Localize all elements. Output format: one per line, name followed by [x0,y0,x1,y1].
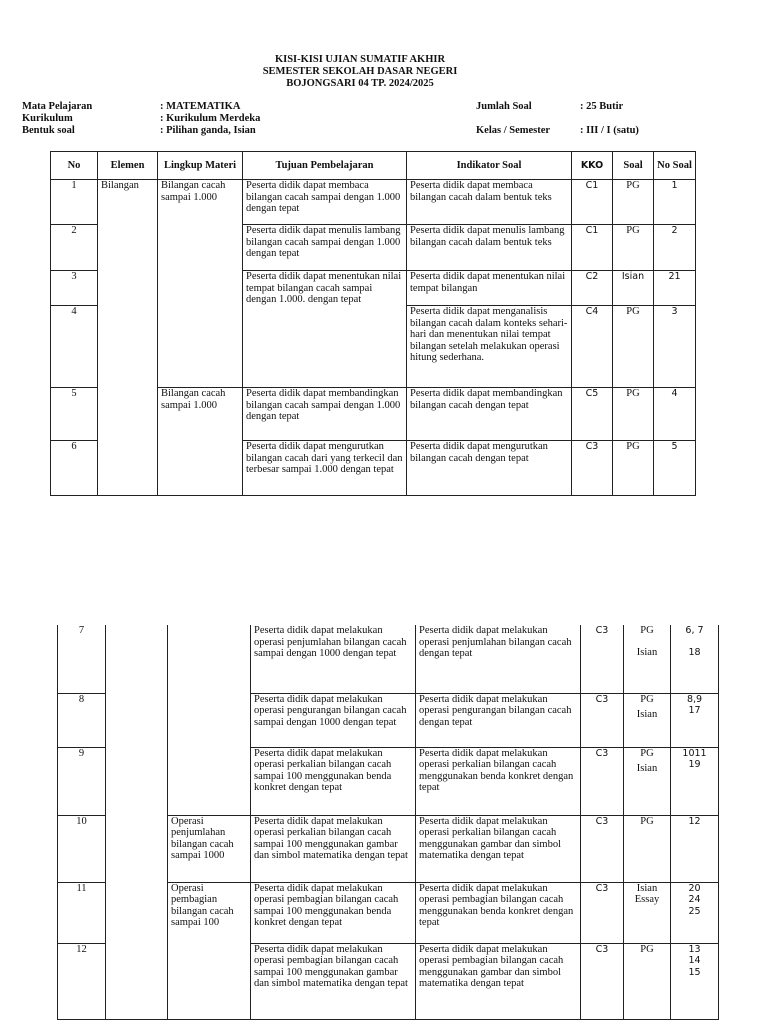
kurikulum-label: Kurikulum [22,113,73,124]
row-tujuan: Peserta didik dapat membandingkan bilangan cacah sampai dengan 1.000 dengan tepat [243,388,407,441]
soal-type-1: PG [640,693,654,705]
header-lingkup-materi: Lingkup Materi [158,152,243,180]
bentuk-soal-label: Bentuk soal [22,125,75,136]
row-kko: C1 [572,225,613,271]
kelas-semester-value: : III / I (satu) [580,125,639,136]
soal-type-2: Essay [634,894,660,906]
row-soal: PG [624,815,671,882]
row-indikator: Peserta didik dapat melakukan operasi pembagian bilangan cacah menggunakan gambar dan simbol matematika dengan tepat [416,943,581,1019]
table-row [51,180,696,225]
table-row [58,625,719,693]
row-no-soal: 1 [654,180,696,225]
row-soal: PG [613,180,654,225]
header-indikator-soal: Indikator Soal [407,152,572,180]
row-soal [624,625,671,693]
row-no-soal: 21 [654,271,696,306]
doc-title-line-1: KISI-KISI UJIAN SUMATIF AKHIR [274,54,446,65]
soal-type-1: PG [640,625,654,636]
row-no: 1 [51,180,98,225]
row-kko: C5 [572,388,613,441]
row-indikator: Peserta didik dapat melakukan operasi perkalian bilangan cacah menggunakan gambar dan simbol matematika dengan tepat [416,815,581,882]
row-kko: C3 [581,747,624,815]
row-indikator: Peserta didik dapat membaca bilangan cacah dalam bentuk teks [407,180,572,225]
row-no: 5 [51,388,98,441]
row-kko: C3 [581,815,624,882]
header-no: No [51,152,98,180]
soal-type-2: Isian [636,763,658,775]
row-tujuan: Peserta didik dapat melakukan operasi pengurangan bilangan cacah sampai dengan 1000 dengan tepat [251,693,416,747]
row-soal: PG [613,306,654,388]
row-tujuan: Peserta didik dapat melakukan operasi perkalian bilangan cacah sampai 100 menggunakan benda konkret dengan tepat [251,747,416,815]
soal-type-2: Isian [636,709,658,721]
row-no-soal: 2 [654,225,696,271]
soal-type-1: Isian [636,882,658,894]
kelas-semester-label: Kelas / Semester [476,125,551,136]
mapel-value: : MATEMATIKA [160,101,241,112]
row-indikator: Peserta didik dapat menentukan nilai tempat bilangan [407,271,572,306]
row-lingkup-materi [168,625,251,815]
no-soal-3: 15 [688,966,701,978]
header-kko: KKO [572,152,613,180]
row-no-soal [671,625,719,693]
row-no-soal [671,747,719,815]
no-soal-2: 17 [688,705,701,717]
no-soal-1: 1011 [682,747,707,759]
soal-type-2: Isian [636,646,658,658]
table-header-row [51,152,696,180]
row-no-soal [671,693,719,747]
row-no: 3 [51,271,98,306]
row-no-soal [671,943,719,1019]
no-soal-1: 13 [688,943,701,955]
row-indikator: Peserta didik dapat menganalisis bilangan cacah dalam konteks sehari-hari dan menentukan nilai tempat bilangan setelah melakukan operasi hitung sederhana. [407,306,572,388]
row-tujuan: Peserta didik dapat melakukan operasi penjumlahan bilangan cacah sampai dengan 1000 dengan tepat [251,625,416,693]
header-tujuan-pembelajaran: Tujuan Pembelajaran [243,152,407,180]
row-no: 2 [51,225,98,271]
row-lingkup-materi: Bilangan cacah sampai 1.000 [158,388,243,496]
row-tujuan: Peserta didik dapat menentukan nilai tempat bilangan cacah sampai dengan 1.000. dengan tepat [243,271,407,388]
row-soal [624,747,671,815]
row-tujuan: Peserta didik dapat mengurutkan bilangan cacah dari yang terkecil dan terbesar sampai 1.000 dengan tepat [243,441,407,496]
row-no: 12 [58,943,106,1019]
row-tujuan: Peserta didik dapat menulis lambang bilangan cacah sampai dengan 1.000 dengan tepat [243,225,407,271]
row-kko: C3 [581,693,624,747]
row-kko: C2 [572,271,613,306]
row-tujuan: Peserta didik dapat melakukan operasi perkalian bilangan cacah sampai 100 menggunakan gambar dan simbol matematika dengan tepat [251,815,416,882]
row-no-soal: 4 [654,388,696,441]
row-no: 10 [58,815,106,882]
header-elemen: Elemen [98,152,158,180]
row-kko: C3 [572,441,613,496]
row-elemen: Bilangan [98,180,158,496]
mapel-label: Mata Pelajaran [22,101,93,112]
no-soal-1: 20 [688,882,701,894]
row-no-soal: 3 [654,306,696,388]
row-soal [624,882,671,943]
bentuk-soal-value: : Pilihan ganda, Isian [160,125,256,136]
row-indikator: Peserta didik dapat melakukan operasi pembagian bilangan cacah menggunakan benda konkret dengan tepat [416,882,581,943]
kurikulum-value: : Kurikulum Merdeka [160,113,261,124]
no-soal-1: 6, 7 [685,625,704,636]
row-soal: PG [613,441,654,496]
row-indikator: Peserta didik dapat melakukan operasi pengurangan bilangan cacah dengan tepat [416,693,581,747]
row-soal [624,693,671,747]
row-indikator: Peserta didik dapat melakukan operasi penjumlahan bilangan cacah dengan tepat [416,625,581,693]
row-lingkup-materi: Operasi penjumlahan bilangan cacah sampai 1000 [168,815,251,882]
row-kko: C3 [581,943,624,1019]
no-soal-3: 25 [688,905,701,917]
row-no: 9 [58,747,106,815]
row-no: 4 [51,306,98,388]
row-lingkup-materi: Bilangan cacah sampai 1.000 [158,180,243,388]
header-soal: Soal [613,152,654,180]
soal-type-1: PG [640,747,654,759]
row-tujuan: Peserta didik dapat melakukan operasi pembagian bilangan cacah sampai 100 menggunakan benda konkret dengan tepat [251,882,416,943]
row-no-soal: 5 [654,441,696,496]
doc-title-line-2: SEMESTER SEKOLAH DASAR NEGERI [262,66,458,77]
doc-title-line-3: BOJONGSARI 04 TP. 2024/2025 [286,78,434,89]
kisi-kisi-table-1 [50,151,696,496]
row-indikator: Peserta didik dapat menulis lambang bilangan cacah dalam bentuk teks [407,225,572,271]
row-indikator: Peserta didik dapat melakukan operasi perkalian bilangan cacah menggunakan benda konkret dengan tepat [416,747,581,815]
no-soal-2: 14 [688,955,701,967]
kisi-kisi-table-2 [57,625,719,1020]
row-soal: PG [624,943,671,1019]
row-kko: C3 [581,625,624,693]
row-kko: C1 [572,180,613,225]
no-soal-1: 8,9 [686,693,703,705]
row-no-soal [671,882,719,943]
row-no: 11 [58,882,106,943]
row-kko: C3 [581,882,624,943]
row-soal: PG [613,225,654,271]
no-soal-2: 24 [688,894,701,906]
row-kko: C4 [572,306,613,388]
row-indikator: Peserta didik dapat mengurutkan bilangan cacah dengan tepat [407,441,572,496]
no-soal-2: 18 [688,646,701,658]
row-soal: PG [613,388,654,441]
row-lingkup-materi: Operasi pembagian bilangan cacah sampai 100 [168,882,251,1019]
row-no: 8 [58,693,106,747]
row-no: 6 [51,441,98,496]
row-soal: Isian [613,271,654,306]
row-indikator: Peserta didik dapat membandingkan bilangan cacah dengan tepat [407,388,572,441]
row-tujuan: Peserta didik dapat membaca bilangan cacah sampai dengan 1.000 dengan tepat [243,180,407,225]
row-no: 7 [58,625,106,693]
row-elemen [106,625,168,1019]
row-tujuan: Peserta didik dapat melakukan operasi pembagian bilangan cacah sampai 100 menggunakan gambar dan simbol matematika dengan tepat [251,943,416,1019]
jumlah-soal-value: : 25 Butir [580,101,624,112]
jumlah-soal-label: Jumlah Soal [476,101,532,112]
header-no-soal: No Soal [654,152,696,180]
no-soal-2: 19 [688,759,701,771]
row-no-soal: 12 [671,815,719,882]
